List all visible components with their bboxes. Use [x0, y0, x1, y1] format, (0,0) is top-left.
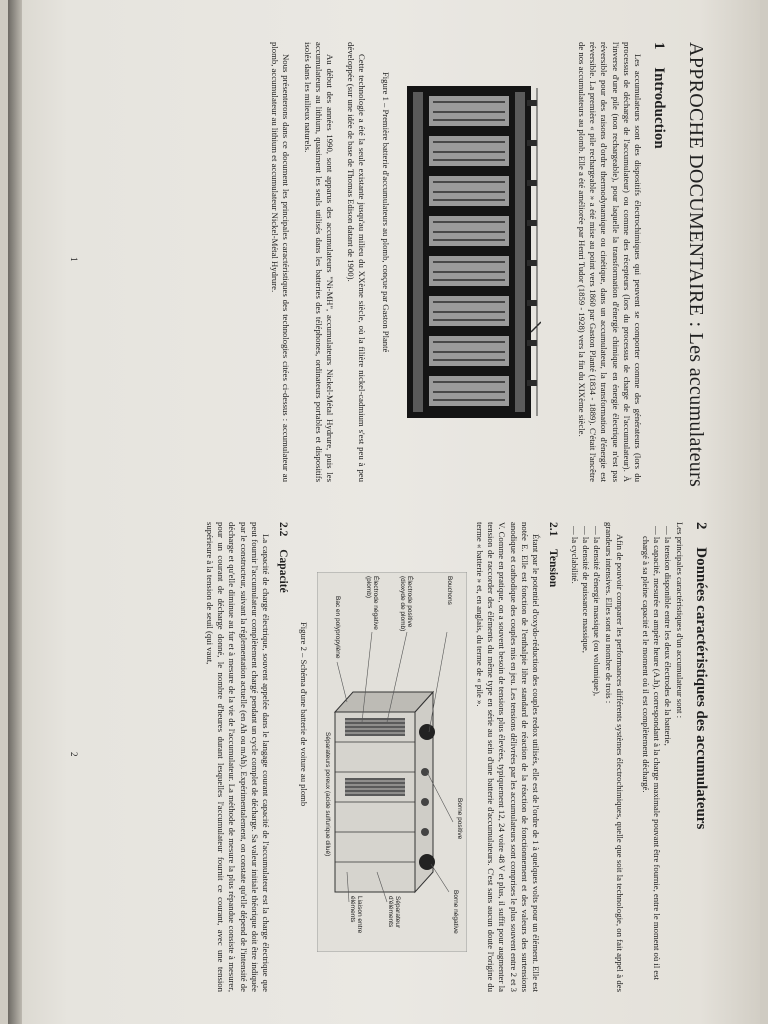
page-1 — [39, 12, 729, 492]
section-2-number: 2 — [693, 522, 709, 530]
rotated-document-spread — [39, 12, 729, 1012]
subsection-2-2-heading — [277, 522, 289, 593]
page-1-number: 1 — [69, 257, 79, 262]
subsection-2-1-heading — [547, 522, 559, 587]
section-1-number: 1 — [651, 42, 667, 50]
section-2-heading — [692, 522, 709, 829]
label-liaison: Liaison entre éléments — [349, 896, 363, 934]
page-fold-shadow — [8, 0, 22, 1024]
section-2-title: Données caractéristiques des accumulateurs — [693, 547, 709, 830]
list-item: — la capacité, mesurée en ampère heure (A.h), correspondant à la charge maximale pouvant être fournie, entre le moment où il est chargé à sa pleine capacité et le moment où il est complètement déchargé. — [639, 522, 661, 992]
figure-1-plante-battery — [401, 82, 541, 422]
page-2 — [39, 522, 729, 1002]
page-2-number: 2 — [69, 752, 79, 757]
label-separateur: Séparateur d'éléments — [387, 896, 401, 929]
subsection-2-1-title: Tension — [547, 549, 559, 588]
subsection-2-1-number: 2.1 — [547, 522, 559, 537]
subsection-2-2-number: 2.2 — [277, 522, 289, 537]
paragraph-4: Nous présenterons dans ce document les principales caractéristiques des technologies citées ci-dessus : accumulateur au plomb, accumulateur au lithium et accumulateur Nickel-Métal Hydrure. — [269, 42, 291, 482]
intro-paragraph: Les accumulateurs sont des dispositifs électrochimiques qui peuvent se comporter comme des générateurs (lors du processus de décharge de l'accumulateur) ou comme des récepteurs (lors du processus de charge de l'accumulateur). À l'inverse d'une pile (non rechargeable), pour laquelle la transformation d'énergie chimique en énergie électrique n'est pas réversible pour des raisons d'ordre thermodynamique ou cinétique, dans un accumulateur, la transformation d'énergie est réversible. La première « pile rechargeable » a été mise au point vers 1860 par Gaston Planté (1834 - 1889). C'était l'ancêtre de nos accumulateurs au plomb. Elle a été améliorée par Henri Tudor (1859 - 1928) vers la fin du XIXème siècle. — [576, 42, 643, 482]
figure-2-car-battery — [317, 572, 467, 952]
list-item: — la cyclabilité. — [568, 522, 579, 992]
paragraph-2: Cette technologie a été la seule existante jusqu'au milieu du XXème siècle, où la filière nickel-cadmium s'est peu à peu développée (sur une idée de base de Thomas Edison datant de 1900). — [345, 42, 367, 482]
label-bouchons: Bouchons — [446, 576, 453, 605]
tension-paragraph: Étant par le potentiel d'oxydo-réduction des couples redox utilisés, elle est de l'ordre de 1 à quelques volts pour un élément. Elle est notée E. Elle est fonction de l'enthalpie libre standard de réaction de la réaction de fonctionnement et des valeurs des surtensions anodique et cathodique des couples mis en jeu. Les tensions délivrées par les accumulateurs sont comprises le plus souvent entre 2 et 3 V. Comme en pratique, on a souvent besoin de tensions plus élevées, typiquement 12, 24 voire 48 V et plus, il suffit pour augmenter la tension de raccorder des éléments du même type en série au sein d'une batterie d'accumulateurs. C'est sans aucun doute l'origine du terme « batterie » et, en anglais, du terme de « pile ». — [474, 522, 541, 992]
label-borne-positive: Borne positive — [456, 798, 463, 840]
section-1-heading — [650, 42, 667, 149]
characteristics-list — [639, 522, 673, 992]
label-bac: Bac en polypropylène — [334, 596, 341, 659]
compare-paragraph: Afin de pouvoir comparer les performances différents systèmes électrochimiques, quelle que soit la technologie, on fait appel à des grandeurs intensives. Elles sont au nombre de trois : — [603, 522, 625, 992]
figure-2-caption: Figure 2 – Schéma d'une batterie de voiture au plomb — [299, 622, 309, 807]
label-electrode-negative: Électrode négative (plomb) — [365, 576, 379, 630]
intensive-quantities-list — [568, 522, 602, 992]
list-item: — la densité d'énergie massique (ou volumique), — [591, 522, 602, 992]
document-title: APPROCHE DOCUMENTAIRE : Les accumulateurs — [685, 42, 707, 488]
label-electrode-positive: Électrode positive (dioxyde de plomb) — [399, 576, 413, 632]
label-borne-negative: Borne négative — [452, 890, 459, 934]
figure-1-caption: Figure 1 – Première batterie d'accumulateurs au plomb, conçue par Gaston Planté — [381, 72, 391, 353]
battery-rack — [407, 86, 531, 418]
subsection-2-2-title: Capacité — [277, 549, 289, 593]
capacite-paragraph: La capacité de charge électrique, souvent appelée dans le langage courant capacité de l'accumulateur est la charge électrique que peut fournir l'accumulateur complètement chargé pendant un cycle complet de décharge. Sa valeur initiale théorique doit être indiquée par le constructeur, suivant la réglementation actuelle (en Ah ou mAh). Expérimentalement, on constate qu'elle dépend de l'intensité de décharge et qu'elle diminue au fur et à mesure de la vie de l'accumulateur. La méthode de mesure la plus répandue consiste à mesurer, pour un courant de décharge donné, le nombre d'heures durant lesquelles l'accumulateur fournit ce courant, avec une tension supérieure à la tension de seuil (qui vaut, — [204, 522, 271, 992]
characteristics-intro: Les principales caractéristiques d'un accumulateur sont : — [675, 522, 685, 718]
section-1-title: Introduction — [651, 67, 667, 149]
list-item: — la tension disponible entre les deux électrodes de la batterie, — [662, 522, 673, 992]
paragraph-3: Au début des années 1990, sont apparus des accumulateurs "Ni-MH", accumulateurs Nickel-Métal Hydrure, puis les accumulateurs au lithium, quasiment les seuls utilisés dans les batteries des téléphones, ordinateurs portables et dispositifs isolés dans les milieux naturels. — [302, 42, 335, 482]
label-separateurs-poreux: Séparateurs poreux (acide sulfurique dilué) — [324, 732, 331, 857]
list-item: — la densité de puissance massique, — [580, 522, 591, 992]
